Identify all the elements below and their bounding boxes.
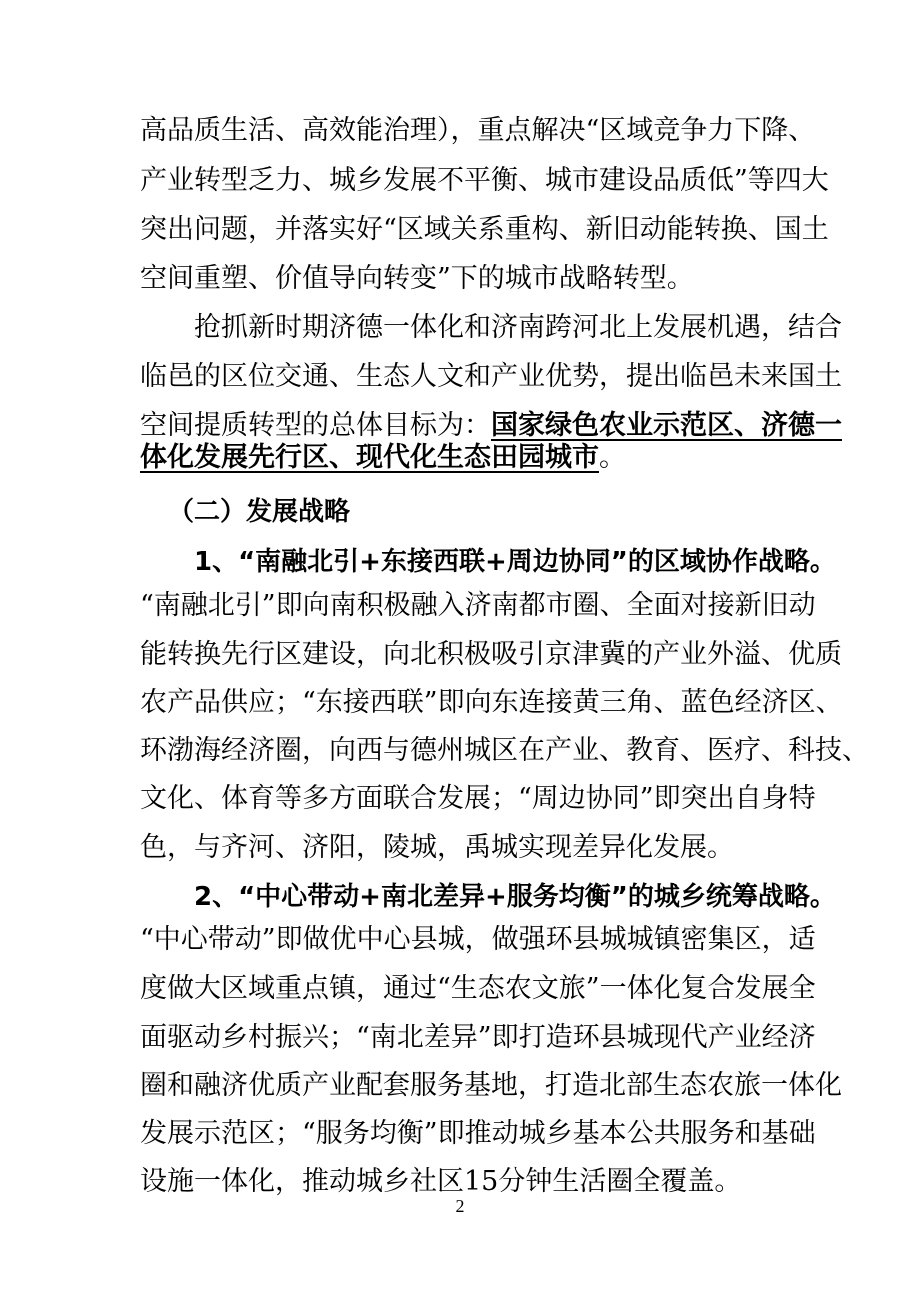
body-line: 发展示范区；“服务均衡”即推动城乡基本公共服务和基础	[140, 1118, 816, 1149]
body-line: 高品质生活、高效能治理），重点解决“区域竞争力下降、	[140, 115, 816, 146]
body-line	[140, 441, 782, 475]
strategy-1-title: 1、“南融北引+东接西联+周边协同”的区域协作战略。	[194, 547, 836, 577]
body-text: 。	[599, 442, 626, 473]
body-line: 设施一体化，推动城乡社区15分钟生活圈全覆盖。	[140, 1166, 742, 1197]
body-text: 空间提质转型的总体目标为：	[140, 410, 491, 441]
section-heading: （二）发展战略	[168, 497, 351, 527]
body-line: 农产品供应；“东接西联”即向东连接黄三角、蓝色经济区、	[140, 687, 843, 718]
body-line: 抢抓新时期济德一体化和济南跨河北上发展机遇，结合	[194, 312, 842, 343]
body-line: 面驱动乡村振兴；“南北差异”即打造环县城现代产业经济	[140, 1022, 816, 1053]
body-line: 环渤海经济圈，向西与德州城区在产业、教育、医疗、科技、	[140, 735, 869, 766]
body-line: 空间重塑、价值导向转变”下的城市战略转型。	[140, 263, 694, 294]
body-line: 能转换先行区建设，向北积极吸引京津冀的产业外溢、优质	[140, 639, 842, 670]
page-number: 2	[455, 1196, 465, 1216]
goal-text-underlined: 国家绿色农业示范区、济德一	[491, 410, 842, 441]
body-line: 产业转型乏力、城乡发展不平衡、城市建设品质低”等四大	[140, 165, 829, 196]
body-line: “南融北引”即向南积极融入济南都市圈、全面对接新旧动	[140, 590, 816, 621]
body-line: 色，与齐河、济阳，陵城，禹城实现差异化发展。	[140, 832, 734, 863]
strategy-2-title: 2、“中心带动+南北差异+服务均衡”的城乡统筹战略。	[194, 882, 836, 912]
body-line: 文化、体育等多方面联合发展；“周边协同”即突出自身特	[140, 783, 816, 814]
goal-text-underlined: 体化发展先行区、现代化生态田园城市	[140, 442, 599, 473]
body-line: 临邑的区位交通、生态人文和产业优势，提出临邑未来国土	[140, 361, 842, 392]
body-line	[140, 409, 842, 443]
body-line: 突出问题，并落实好“区域关系重构、新旧动能转换、国土	[140, 214, 829, 245]
body-line: 圈和融济优质产业配套服务基地，打造北部生态农旅一体化	[140, 1070, 842, 1101]
body-line: “中心带动”即做优中心县城，做强环县城城镇密集区，适	[140, 924, 816, 955]
body-line: 度做大区域重点镇，通过“生态农文旅”一体化复合发展全	[140, 973, 816, 1004]
